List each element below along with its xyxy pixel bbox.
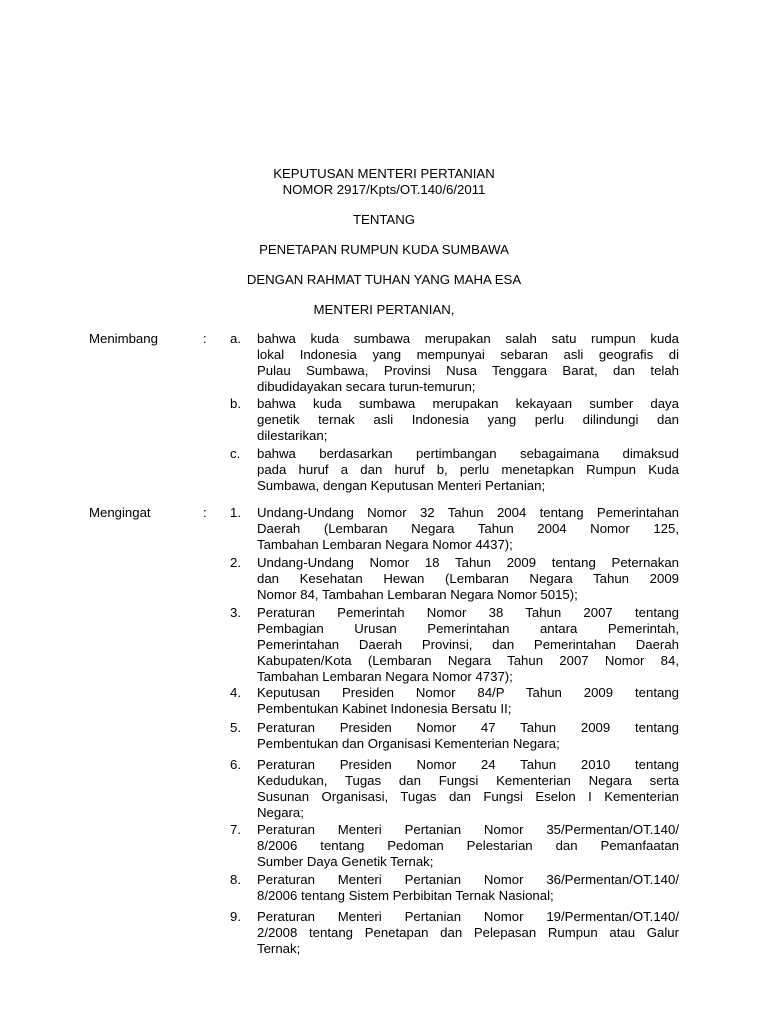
text-line: 2/2008 tentang Penetapan dan Pelepasan Rumpun atau Galur: [257, 925, 679, 940]
mengingat-item: [230, 757, 679, 821]
list-marker: 1.: [230, 505, 241, 520]
menimbang-item: [230, 331, 679, 395]
list-item-text: [257, 331, 679, 395]
list-item-text: [257, 757, 679, 821]
text-line: Susunan Organisasi, Tugas dan Fungsi Eselon I Kementerian: [257, 789, 679, 804]
decree-title: KEPUTUSAN MENTERI PERTANIAN: [273, 166, 495, 181]
text-line: Nomor 84, Tambahan Lembaran Negara Nomor 5015);: [257, 587, 578, 602]
text-line: pada huruf a dan huruf b, perlu menetapkan Rumpun Kuda: [257, 462, 679, 477]
list-marker: 8.: [230, 872, 241, 887]
decree-invocation: DENGAN RAHMAT TUHAN YANG MAHA ESA: [246, 272, 522, 287]
text-line: Sumbawa, dengan Keputusan Menteri Pertanian;: [257, 478, 546, 493]
list-marker: 2.: [230, 555, 241, 570]
list-marker: 5.: [230, 720, 241, 735]
text-line: genetik ternak asli Indonesia yang perlu dilindungi dan: [257, 412, 679, 427]
list-marker: 6.: [230, 757, 241, 772]
list-marker: 9.: [230, 909, 241, 924]
text-line: Peraturan Menteri Pertanian Nomor 19/Permentan/OT.140/: [257, 909, 679, 924]
text-line: Pemerintahan Daerah Provinsi, dan Pemerintahan Daerah: [257, 637, 679, 652]
decree-number: NOMOR 2917/Kpts/OT.140/6/2011: [282, 182, 486, 197]
text-line: Pembentukan dan Organisasi Kementerian Negara;: [257, 736, 560, 751]
mengingat-item: [230, 505, 679, 553]
text-line: Undang-Undang Nomor 32 Tahun 2004 tentang Pemerintahan: [257, 505, 679, 520]
menimbang-item: [230, 396, 679, 444]
mengingat-item: [230, 720, 679, 752]
text-line: Kedudukan, Tugas dan Fungsi Kementerian Negara serta: [257, 773, 679, 788]
list-item-text: [257, 446, 679, 494]
decree-subject: PENETAPAN RUMPUN KUDA SUMBAWA: [259, 242, 509, 257]
list-marker: 7.: [230, 822, 241, 837]
list-marker: c.: [230, 446, 241, 461]
mengingat-item: [230, 685, 679, 717]
list-item-text: [257, 505, 679, 553]
text-line: lokal Indonesia yang mempunyai sebaran asli geografis di: [257, 347, 679, 362]
text-line: Pulau Sumbawa, Provinsi Nusa Tenggara Barat, dan telah: [257, 363, 679, 378]
menimbang-label: Menimbang: [89, 331, 158, 346]
list-item-text: [257, 872, 679, 904]
text-line: Pembentukan Kabinet Indonesia Bersatu II;: [257, 701, 512, 716]
decree-about: TENTANG: [352, 212, 416, 227]
text-line: Negara;: [257, 805, 304, 820]
menimbang-colon: :: [203, 331, 207, 346]
list-item-text: [257, 555, 679, 603]
list-marker: b.: [230, 396, 241, 411]
decree-authority: MENTERI PERTANIAN,: [313, 302, 455, 317]
mengingat-item: [230, 872, 679, 904]
text-line: dilestarikan;: [257, 428, 328, 443]
text-line: Peraturan Presiden Nomor 47 Tahun 2009 tentang: [257, 720, 679, 735]
text-line: bahwa berdasarkan pertimbangan sebagaimana dimaksud: [257, 446, 679, 461]
text-line: dan Kesehatan Hewan (Lembaran Negara Tahun 2009: [257, 571, 679, 586]
text-line: Tambahan Lembaran Negara Nomor 4737);: [257, 669, 513, 684]
mengingat-item: [230, 822, 679, 870]
text-line: bahwa kuda sumbawa merupakan kekayaan sumber daya: [257, 396, 679, 411]
text-line: 8/2006 tentang Pedoman Pelestarian dan Pemanfaatan: [257, 838, 679, 853]
text-line: Kabupaten/Kota (Lembaran Negara Tahun 2007 Nomor 84,: [257, 653, 679, 668]
text-line: Peraturan Menteri Pertanian Nomor 36/Permentan/OT.140/: [257, 872, 679, 887]
list-item-text: [257, 605, 679, 685]
text-line: Peraturan Presiden Nomor 24 Tahun 2010 tentang: [257, 757, 679, 772]
text-line: dibudidayakan secara turun-temurun;: [257, 379, 476, 394]
text-line: 8/2006 tentang Sistem Perbibitan Ternak Nasional;: [257, 888, 554, 903]
list-marker: 3.: [230, 605, 241, 620]
list-marker: 4.: [230, 685, 241, 700]
text-line: Sumber Daya Genetik Ternak;: [257, 854, 434, 869]
text-line: Keputusan Presiden Nomor 84/P Tahun 2009 tentang: [257, 685, 679, 700]
text-line: bahwa kuda sumbawa merupakan salah satu rumpun kuda: [257, 331, 679, 346]
text-line: Ternak;: [257, 941, 301, 956]
mengingat-label: Mengingat: [89, 505, 151, 520]
text-line: Undang-Undang Nomor 18 Tahun 2009 tentang Peternakan: [257, 555, 679, 570]
mengingat-colon: :: [203, 505, 207, 520]
list-item-text: [257, 720, 679, 752]
text-line: Peraturan Pemerintah Nomor 38 Tahun 2007 tentang: [257, 605, 679, 620]
menimbang-item: [230, 446, 679, 494]
text-line: Tambahan Lembaran Negara Nomor 4437);: [257, 537, 513, 552]
list-item-text: [257, 822, 679, 870]
text-line: Pembagian Urusan Pemerintahan antara Pemerintah,: [257, 621, 679, 636]
text-line: Peraturan Menteri Pertanian Nomor 35/Permentan/OT.140/: [257, 822, 679, 837]
list-item-text: [257, 396, 679, 444]
list-item-text: [257, 685, 679, 717]
mengingat-item: [230, 909, 679, 957]
text-line: Daerah (Lembaran Negara Tahun 2004 Nomor 125,: [257, 521, 679, 536]
list-marker: a.: [230, 331, 241, 346]
mengingat-item: [230, 605, 679, 685]
mengingat-item: [230, 555, 679, 603]
list-item-text: [257, 909, 679, 957]
